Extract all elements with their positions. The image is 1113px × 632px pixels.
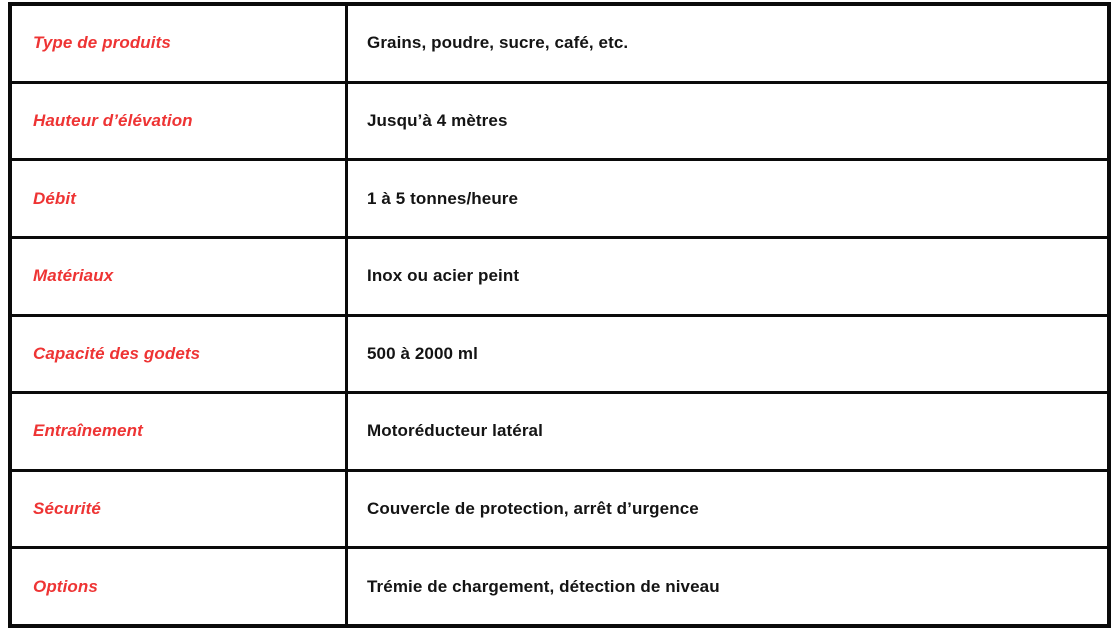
- spec-value-cell: [348, 317, 1107, 392]
- spec-label-cell: [12, 84, 348, 159]
- spec-value: 500 à 2000 ml: [367, 343, 478, 363]
- spec-label: Options: [33, 576, 98, 596]
- table-row: [12, 84, 1107, 162]
- spec-label: Matériaux: [33, 266, 114, 286]
- spec-value: Couvercle de protection, arrêt d’urgence: [367, 499, 699, 519]
- spec-value: Motoréducteur latéral: [367, 421, 543, 441]
- spec-label: Type de produits: [33, 33, 171, 53]
- table-row: [12, 394, 1107, 472]
- table-row: [12, 549, 1107, 624]
- spec-label: Sécurité: [33, 499, 101, 519]
- table-row: [12, 239, 1107, 317]
- spec-label-cell: [12, 549, 348, 624]
- spec-value: Inox ou acier peint: [367, 266, 520, 286]
- spec-label-cell: [12, 317, 348, 392]
- spec-value: Trémie de chargement, détection de niveau: [367, 576, 720, 596]
- spec-label-cell: [12, 6, 348, 81]
- spec-label-cell: [12, 161, 348, 236]
- spec-label: Entraînement: [33, 421, 143, 441]
- spec-value-cell: [348, 549, 1107, 624]
- table-row: [12, 472, 1107, 550]
- spec-value-cell: [348, 394, 1107, 469]
- spec-value-cell: [348, 239, 1107, 314]
- spec-value-cell: [348, 6, 1107, 81]
- spec-value: Grains, poudre, sucre, café, etc.: [367, 33, 629, 53]
- spec-value: Jusqu’à 4 mètres: [367, 110, 508, 130]
- table-row: [12, 317, 1107, 395]
- spec-value: 1 à 5 tonnes/heure: [367, 188, 519, 208]
- spec-label-cell: [12, 472, 348, 547]
- specifications-table: [8, 2, 1111, 628]
- table-row: [12, 161, 1107, 239]
- spec-value-cell: [348, 161, 1107, 236]
- spec-label: Débit: [33, 188, 76, 208]
- spec-label-cell: [12, 394, 348, 469]
- spec-label: Hauteur d’élévation: [33, 110, 193, 130]
- table-row: [12, 6, 1107, 84]
- spec-label: Capacité des godets: [33, 343, 201, 363]
- spec-label-cell: [12, 239, 348, 314]
- spec-value-cell: [348, 84, 1107, 159]
- spec-value-cell: [348, 472, 1107, 547]
